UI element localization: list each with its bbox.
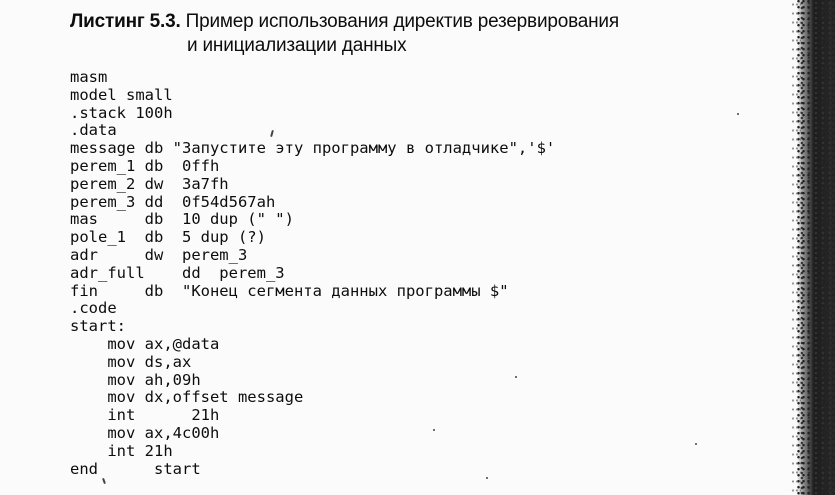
code-line: mas db 10 dup (" ") — [70, 210, 294, 229]
print-speck — [737, 113, 739, 115]
code-line: fin db "Конец сегмента данных программы $" — [70, 281, 509, 300]
code-line: perem_3 dd 0f54d567ah — [70, 192, 276, 211]
code-line: adr dw perem_3 — [70, 245, 248, 264]
code-line: pole_1 db 5 dup (?) — [70, 228, 266, 247]
print-speck — [486, 477, 488, 479]
caption-title-line2: и инициализации данных — [187, 35, 407, 56]
code-line: perem_2 dw 3a7fh — [70, 174, 229, 193]
code-line: perem_1 db 0ffh — [70, 156, 220, 175]
print-speck — [515, 376, 517, 378]
print-speck — [102, 478, 106, 484]
code-line: .data — [70, 121, 117, 140]
code-line: mov ax,4c00h — [70, 423, 220, 442]
print-speck — [695, 443, 697, 445]
code-line: end start — [70, 459, 201, 478]
code-line: mov ax,@data — [70, 334, 220, 353]
code-line: masm — [70, 68, 108, 86]
caption-first-line — [70, 10, 619, 34]
code-line: int 21h — [70, 441, 173, 460]
listing-caption — [70, 10, 619, 58]
code-line: .code — [70, 299, 117, 318]
code-line: model small — [70, 85, 173, 104]
code-listing — [70, 69, 555, 478]
code-line: start: — [70, 317, 126, 336]
caption-label: Листинг 5.3. — [70, 11, 181, 32]
print-speck — [433, 429, 435, 431]
code-line: mov ah,09h — [70, 370, 201, 389]
code-line: .stack 100h — [70, 103, 173, 122]
code-line: mov ds,ax — [70, 352, 192, 371]
code-line: message db "Запустите эту программу в отладчике",'$' — [70, 139, 556, 158]
code-line: mov dx,offset message — [70, 388, 304, 407]
code-line: int 21h — [70, 406, 220, 425]
page-binding-edge — [797, 0, 835, 495]
code-line: adr_full dd perem_3 — [70, 263, 285, 282]
caption-title-line1: Пример использования директив резервирования — [185, 11, 619, 32]
